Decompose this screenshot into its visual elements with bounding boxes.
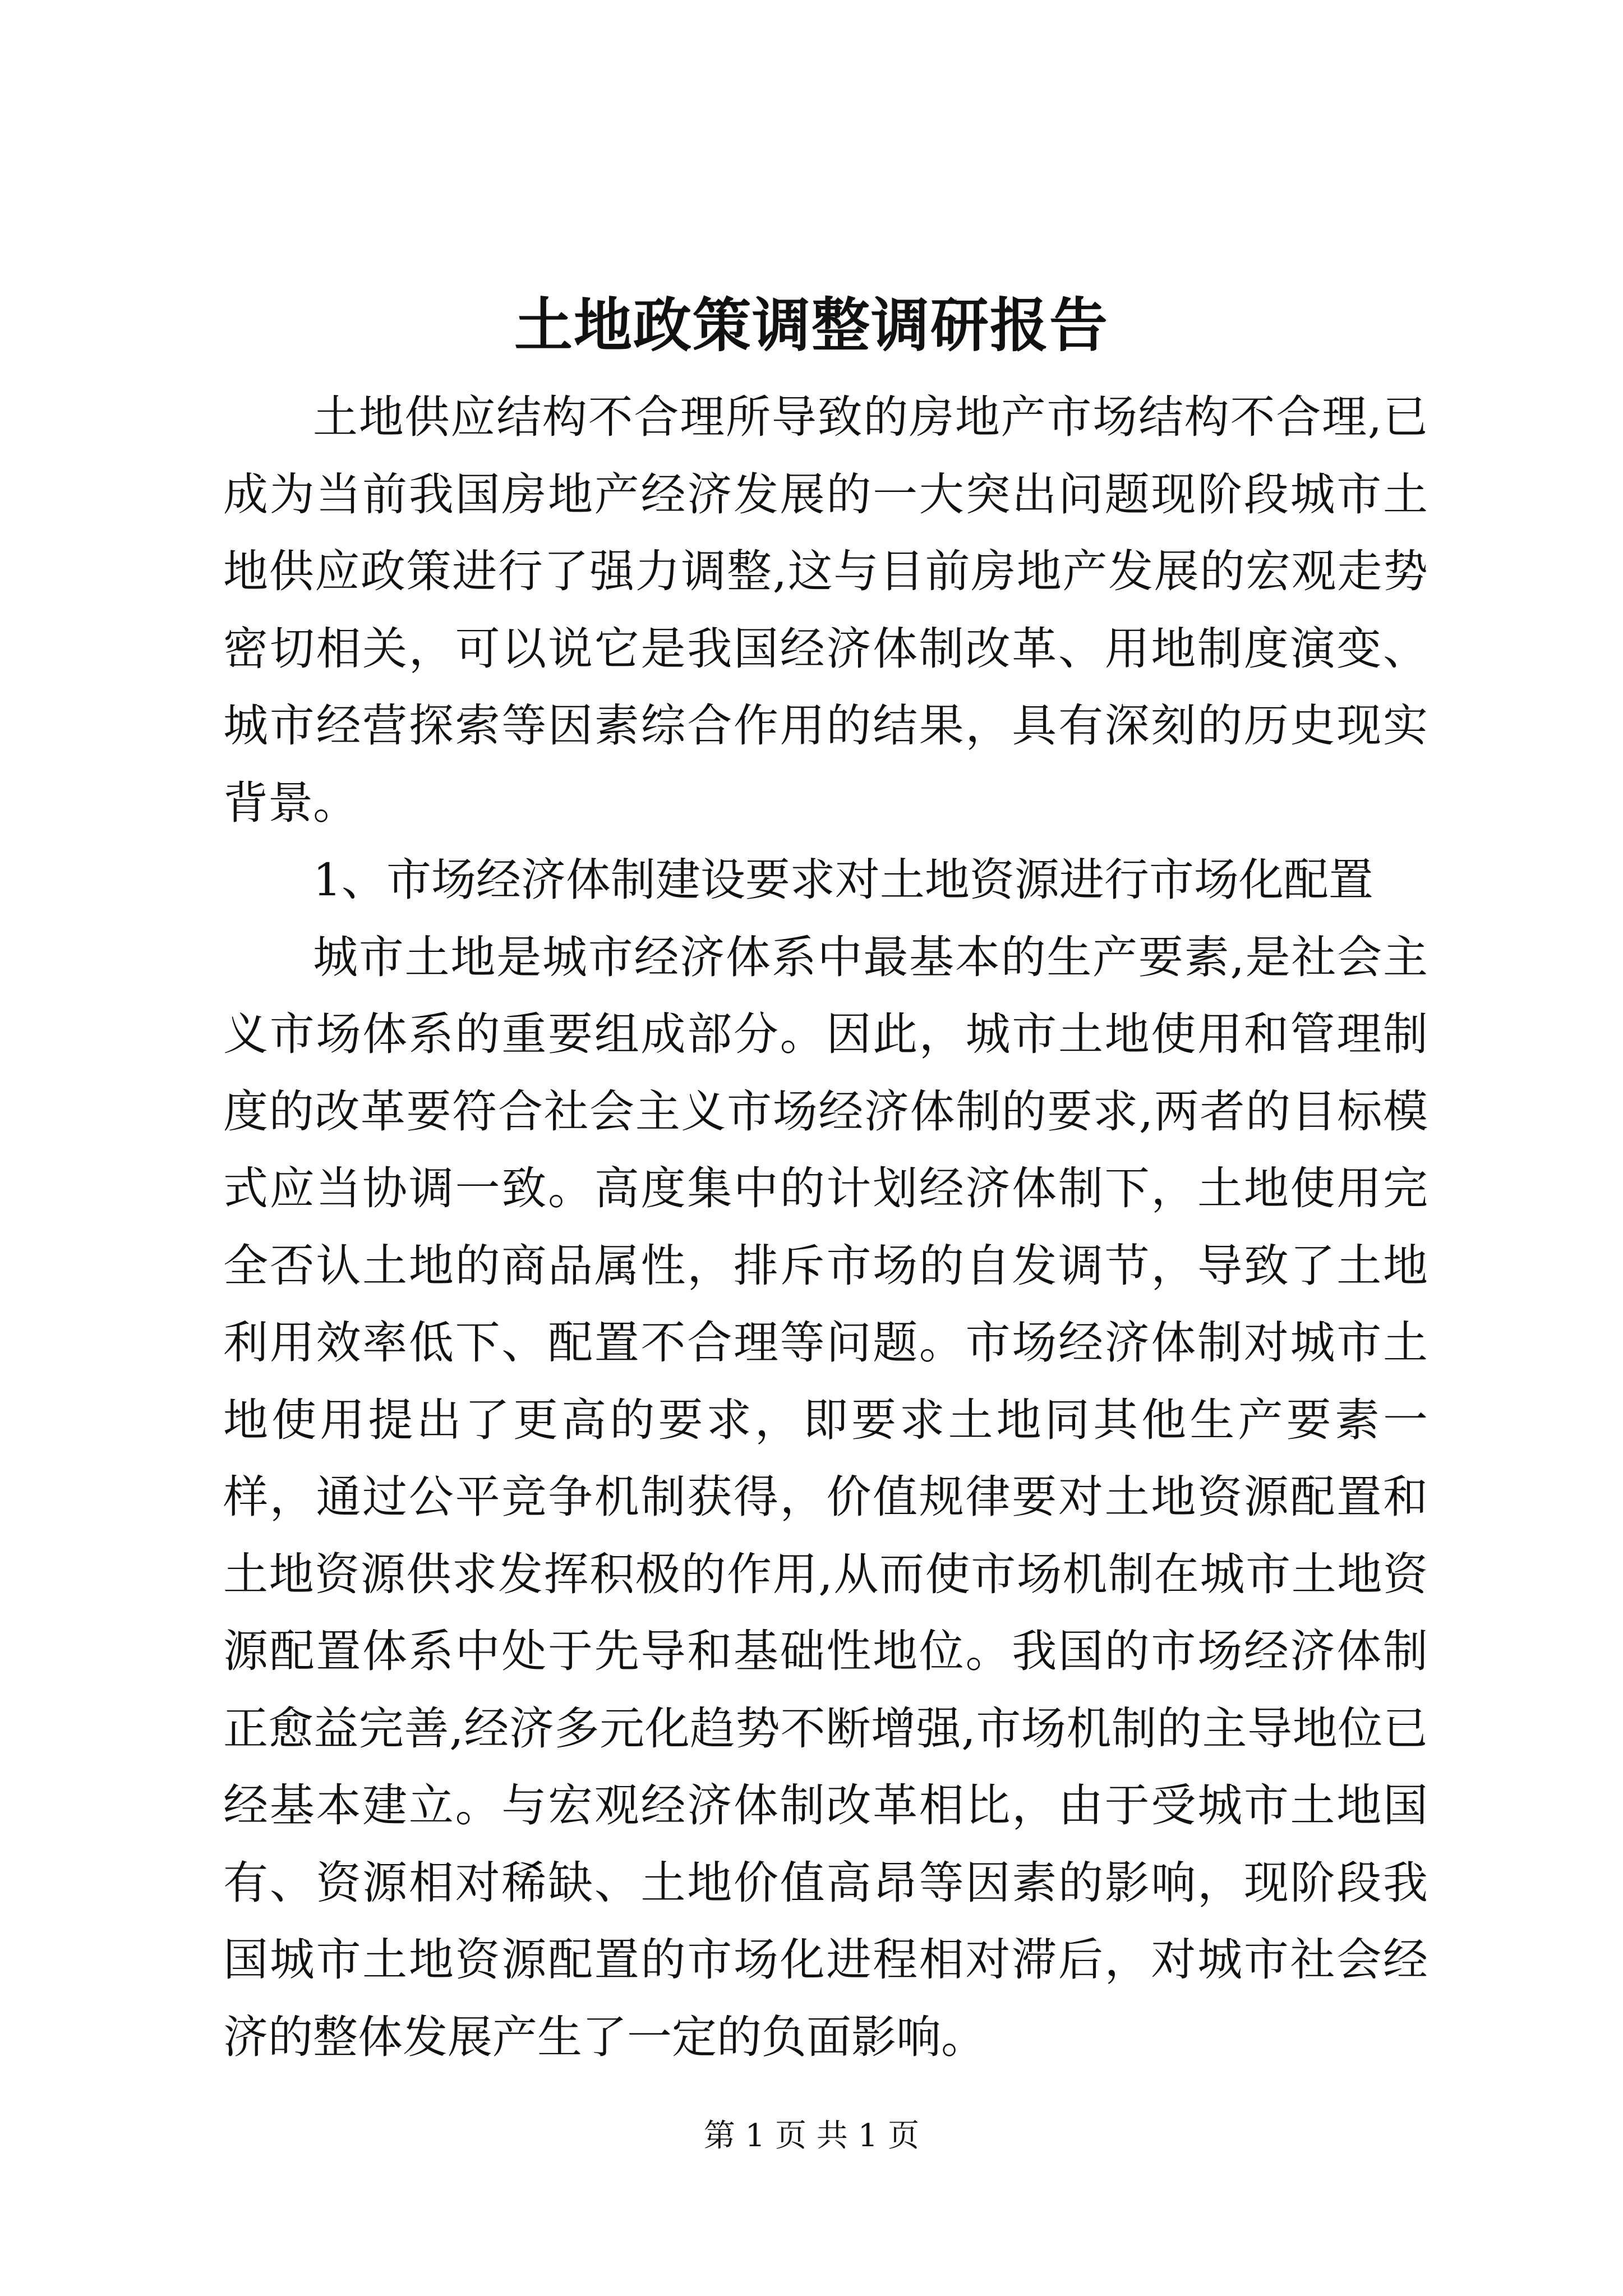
document-title: 土地政策调整调研报告 <box>514 291 1109 360</box>
document-body <box>223 379 1428 2076</box>
page-footer: 第 1 页 共 1 页 <box>703 2118 920 2154</box>
paragraph-intro: 土地供应结构不合理所导致的房地产市场结构不合理,已成为当前我国房地产经济发展的一大突出问题现阶段城市土地供应政策进行了强力调整,这与目前房地产发展的宏观走势密切相关，可以说它是我国经济体制改革、用地制度演变、城市经营探索等因素综合作用的结果，具有深刻的历史现实背景。 <box>223 391 1428 829</box>
section-heading-1: 1、市场经济体制建设要求对土地资源进行市场化配置 <box>313 854 1373 906</box>
paragraph-market-economy: 城市土地是城市经济体系中最基本的生产要素,是社会主义市场体系的重要组成部分。因此，城市土地使用和管理制度的改革要符合社会主义市场经济体制的要求,两者的目标模式应当协调一致。高度集中的计划经济体制下，土地使用完全否认土地的商品属性，排斥市场的自发调节，导致了土地利用效率低下、配置不合理等问题。市场经济体制对城市土地使用提出了更高的要求，即要求土地同其他生产要素一样，通过公平竞争机制获得，价值规律要对土地资源配置和土地资源供求发挥积极的作用,从而使市场机制在城市土地资源配置体系中处于先导和基础性地位。我国的市场经济体制正愈益完善,经济多元化趋势不断增强,市场机制的主导地位已经基本建立。与宏观经济体制改革相比，由于受城市土地国有、资源相对稀缺、土地价值高昂等因素的影响，现阶段我国城市土地资源配置的市场化进程相对滞后，对城市社会经济的整体发展产生了一定的负面影响。 <box>223 931 1428 2063</box>
